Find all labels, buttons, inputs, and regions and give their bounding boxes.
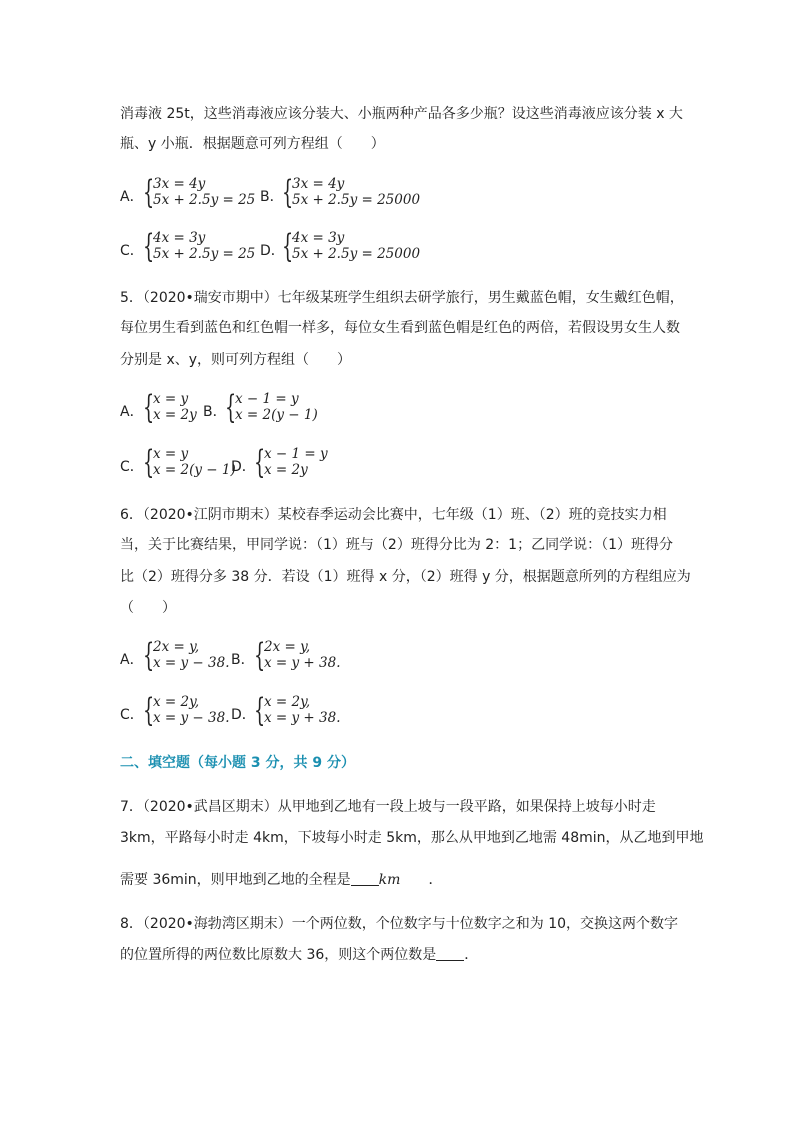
q7-text-line-2: 3km，平路每小时走 4km，下坡每小时走 5km，那么从甲地到乙地需 48min，从乙地到甲地	[120, 830, 704, 846]
q6-text-line-4: （ ）	[120, 600, 176, 616]
q8-text-line-1: 8．（2020•海勃湾区期末）一个两位数，个位数字与十位数字之和为 10，交换这两个数字	[120, 916, 679, 932]
q7-line-3-end: ．	[428, 872, 443, 888]
q4-text-line-1: 消毒液 25t，这些消毒液应该分装大、小瓶两种产品各多少瓶？设这些消毒液应该分装 x 大	[120, 106, 683, 122]
q6-text-line-1: 6．（2020•江阴市期末）某校春季运动会比赛中，七年级（1）班、（2）班的竞技实力相	[120, 507, 667, 523]
q4-option-a-label: A．	[120, 189, 144, 205]
q6-text-line-3: 比（2）班得分多 38 分．若设（1）班得 x 分，（2）班得 y 分，根据题意所列的方程组应为	[120, 569, 691, 585]
q4-option-d-label: D．	[260, 243, 285, 259]
q5-option-c-label: C．	[120, 459, 144, 475]
q6-text-line-2: 当，关于比赛结果，甲同学说：（1）班与（2）班得分比为 2：1；乙同学说：（1）班得分	[120, 537, 673, 553]
q7-text-line-1: 7．（2020•武昌区期末）从甲地到乙地有一段上坡与一段平路，如果保持上坡每小时走	[120, 799, 656, 815]
q6-option-d-label: D．	[231, 707, 256, 723]
document-page: 消毒液 25t，这些消毒液应该分装大、小瓶两种产品各多少瓶？设这些消毒液应该分装 x 大 瓶、y 小瓶．根据题意可列方程组（ ） A． { 3x = 4y 5x + 2.5y = 25 B． { 3x = 4y 5x + 2.5y = 25000 C． { 4x = 3y 5x + 2.5y = 25 D． { 4x = 3y 5x + 2.5y = 25000 5．（2020•瑞安市期中）七年级某班学生组织去研学旅行，男生戴蓝色帽，女生戴红色帽， 每位男生看到蓝色和红色帽一样多，每位女生看到蓝色帽是红色的两倍，若假设男女生人数 分别是 x、y，则可列方程组（ ） A． { x = y x = 2y B． { x − 1 = y x = 2(y − 1) C． { x = y x = 2(y − 1) D． { x − 1 = y x = 2y 6．（2020•江阴市期末）某校春季运动会比赛中，七年级（1）班、（2）班的竞技实力相 当，关于比赛结果，甲同学说：（1）班与（2）班得分比为 2：1；乙同学说：（1）班得分 比（2）班得分多 38 分．若设（1）班得 x 分，（2）班得 y 分，根据题意所列的方程组应为 （ ） A． { 2x = y, x = y − 38. B． { 2x = y, x = y + 38. C． { x = 2y, x = y − 38. D． { x = 2y, x = y + 38. 二、填空题（每小题 3 分，共 9 分） 7．（2020•武昌区期末）从甲地到乙地有一段上坡与一段平路，如果保持上坡每小时走 3km，平路每小时走 4km，下坡每小时走 5km，那么从甲地到乙地需 48min，从乙地到甲地 需要 36min，则甲地到乙地的全程是 km ． 8．（2020•海勃湾区期末）一个两位数，个位数字与十位数字之和为 10，交换这两个数字 的位置所得的两位数比原数大 36，则这个两位数是 ．	[120, 106, 704, 963]
q6-option-c-label: C．	[120, 707, 144, 723]
q5-option-a-label: A．	[120, 404, 144, 420]
q5-option-b-label: B．	[203, 404, 227, 420]
q7-answer-blank[interactable]	[351, 871, 379, 886]
q4-option-b-label: B．	[260, 189, 284, 205]
q8-answer-blank[interactable]	[436, 946, 464, 961]
q7-unit: km	[378, 872, 401, 888]
q7-line-3-prefix: 需要 36min，则甲地到乙地的全程是	[120, 872, 351, 888]
q4-text-line-2: 瓶、y 小瓶．根据题意可列方程组（ ）	[120, 136, 385, 152]
q6-option-a-label: A．	[120, 652, 144, 668]
q4-option-c-label: C．	[120, 243, 144, 259]
q8-text-line-2	[120, 945, 478, 965]
q8-line-2-prefix: 的位置所得的两位数比原数大 36，则这个两位数是	[120, 947, 437, 963]
q5-text-line-3: 分别是 x、y，则可列方程组（ ）	[120, 352, 352, 368]
section-heading-fill-in: 二、填空题（每小题 3 分，共 9 分）	[120, 755, 355, 771]
q5-option-d-label: D．	[231, 459, 256, 475]
q7-text-line-3	[120, 870, 442, 890]
q6-option-b-label: B．	[231, 652, 255, 668]
q5-text-line-2: 每位男生看到蓝色和红色帽一样多，每位女生看到蓝色帽是红色的两倍，若假设男女生人数	[120, 320, 680, 336]
q5-text-line-1: 5．（2020•瑞安市期中）七年级某班学生组织去研学旅行，男生戴蓝色帽，女生戴红色帽，	[120, 290, 684, 306]
q8-line-2-end: ．	[464, 947, 479, 963]
